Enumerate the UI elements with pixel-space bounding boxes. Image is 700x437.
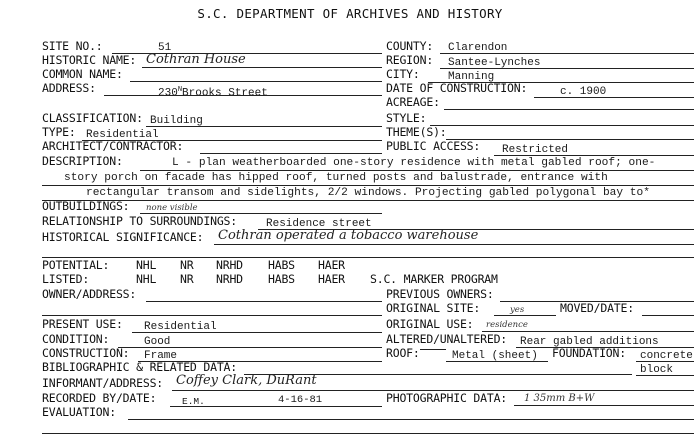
site-no-value: 51 [158, 42, 172, 54]
photographic-data-label: PHOTOGRAPHIC DATA: [386, 391, 508, 405]
county-line [440, 53, 694, 54]
condition-value: Good [144, 336, 171, 348]
listed-nhl: NHL [136, 272, 157, 286]
owner-address-label: OWNER/ADDRESS: [42, 287, 137, 301]
listed-nr: NR [180, 272, 194, 286]
potential-haer: HAER [318, 258, 345, 272]
original-use-label: ORIGINAL USE: [386, 317, 474, 331]
historical-significance-label: HISTORICAL SIGNIFICANCE: [42, 230, 204, 244]
construction-label: CONSTRUCTION: [42, 346, 130, 360]
relationship-value: Residence street [266, 218, 372, 230]
description-line-1: L - plan weatherboarded one-story residence with metal gabled roof; one- [172, 157, 656, 169]
region-label: REGION: [386, 53, 434, 67]
listed-nrhd: NRHD [216, 272, 243, 286]
common-name-line [130, 81, 382, 82]
potential-habs: HABS [268, 258, 295, 272]
address-street: Brooks Street [182, 87, 268, 100]
roof-line [446, 361, 548, 362]
acreage-line [444, 109, 694, 110]
address-line [104, 95, 382, 96]
description-line-3: rectangular transom and sidelights, 2/2 windows. Projecting gabled polygonal bay to* [86, 187, 650, 199]
description-rule-2 [42, 185, 694, 186]
original-site-label: ORIGINAL SITE: [386, 301, 481, 315]
date-of-construction-label: DATE OF CONSTRUCTION: [386, 81, 528, 95]
recorded-by-label: RECORDED BY/DATE: [42, 391, 157, 405]
themes-line [446, 139, 694, 140]
original-use-value: residence [486, 320, 528, 330]
potential-label: POTENTIAL: [42, 258, 110, 272]
type-value: Residential [86, 129, 159, 141]
bibliographic-label: BIBLIOGRAPHIC & RELATED DATA: [42, 360, 237, 374]
outbuildings-label: OUTBUILDINGS: [42, 199, 130, 213]
description-line-2: story porch on facade has hipped roof, turned posts and balustrade, entrance with [64, 172, 608, 184]
listed-haer: HAER [318, 272, 345, 286]
architect-line [200, 153, 382, 154]
public-access-line [494, 155, 694, 156]
county-label: COUNTY: [386, 39, 434, 53]
original-use-line [482, 331, 694, 332]
architect-label: ARCHITECT/CONTRACTOR: [42, 139, 184, 153]
recorded-by-value: E.M. [182, 396, 205, 407]
city-value: Manning [448, 71, 495, 83]
owner-address-line [146, 301, 382, 302]
classification-line [146, 126, 382, 127]
address-label: ADDRESS: [42, 81, 96, 95]
foundation-value-1: concrete [640, 350, 693, 362]
historical-significance-line [214, 244, 694, 245]
present-use-value: Residential [144, 321, 217, 333]
present-use-line [132, 332, 382, 333]
public-access-label: PUBLIC ACCESS: [386, 139, 481, 153]
description-rule-3 [42, 200, 694, 201]
classification-label: CLASSIFICATION: [42, 111, 143, 125]
listed-habs: HABS [268, 272, 295, 286]
address-number: 230 [158, 87, 178, 100]
previous-owners-label: PREVIOUS OWNERS: [386, 287, 494, 301]
foundation-line-1 [636, 361, 694, 362]
style-label: STYLE: [386, 111, 427, 125]
potential-nrhd: NRHD [216, 258, 243, 272]
recorded-by-line [170, 406, 382, 407]
roof-label: ROOF: [386, 346, 420, 360]
outbuildings-value: none visible [146, 203, 198, 213]
city-label: CITY: [386, 67, 420, 81]
region-value: Santee-Lynches [448, 57, 541, 69]
type-label: TYPE: [42, 125, 76, 139]
construction-value: Frame [144, 350, 178, 362]
marker-program-label: S.C. MARKER PROGRAM [370, 272, 498, 286]
evaluation-label: EVALUATION: [42, 405, 116, 419]
photographic-data-line [514, 405, 694, 406]
informant-label: INFORMANT/ADDRESS: [42, 376, 164, 390]
recorded-date-value: 4-16-81 [278, 394, 323, 406]
roof-value: Metal (sheet) [452, 350, 538, 362]
potential-nr: NR [180, 258, 194, 272]
owner-address-line-2 [42, 315, 382, 316]
altered-unaltered-value: Rear gabled additions [520, 336, 659, 348]
date-of-construction-line [534, 97, 694, 98]
themes-label: THEME(S): [386, 125, 447, 139]
form-header: S.C. DEPARTMENT OF ARCHIVES AND HISTORY [197, 6, 503, 21]
informant-value: Coffey Clark, DuRant [176, 373, 317, 388]
style-line [430, 125, 694, 126]
listed-label: LISTED: [42, 272, 90, 286]
relationship-label: RELATIONSHIP TO SURROUNDINGS: [42, 214, 237, 228]
present-use-label: PRESENT USE: [42, 317, 123, 331]
original-site-value: yes [510, 305, 525, 315]
condition-line [118, 347, 382, 348]
public-access-value: Restricted [502, 144, 569, 156]
historic-name-label: HISTORIC NAME: [42, 53, 137, 67]
original-site-line [494, 315, 556, 316]
potential-nhl: NHL [136, 258, 157, 272]
date-of-construction-value: c. 1900 [560, 86, 607, 98]
roof-strike [420, 349, 446, 350]
moved-date-label: MOVED/DATE: [560, 301, 634, 315]
historic-name-value: Cothran House [146, 52, 246, 67]
foundation-value-2: block [640, 364, 674, 376]
description-label: DESCRIPTION: [42, 154, 123, 168]
foundation-label: FOUNDATION: [552, 346, 626, 360]
classification-value: Building [150, 115, 203, 127]
moved-date-line [642, 315, 694, 316]
common-name-label: COMMON NAME: [42, 67, 123, 81]
site-no-label: SITE NO.: [42, 39, 103, 53]
description-rule-1 [140, 170, 694, 171]
evaluation-line-2 [42, 433, 694, 434]
region-line [440, 68, 694, 69]
condition-label: CONDITION: [42, 332, 110, 346]
address-suffix: N [177, 86, 183, 94]
altered-unaltered-label: ALTERED/UNALTERED: [386, 332, 508, 346]
photographic-data-value: 1 35mm B+W [524, 393, 595, 404]
historical-significance-value: Cothran operated a tobacco warehouse [218, 228, 479, 243]
address-value [158, 84, 268, 100]
acreage-label: ACREAGE: [386, 95, 440, 109]
historic-name-line [142, 67, 382, 68]
county-value: Clarendon [448, 42, 508, 54]
evaluation-line [128, 419, 694, 420]
foundation-line-2 [636, 375, 694, 376]
